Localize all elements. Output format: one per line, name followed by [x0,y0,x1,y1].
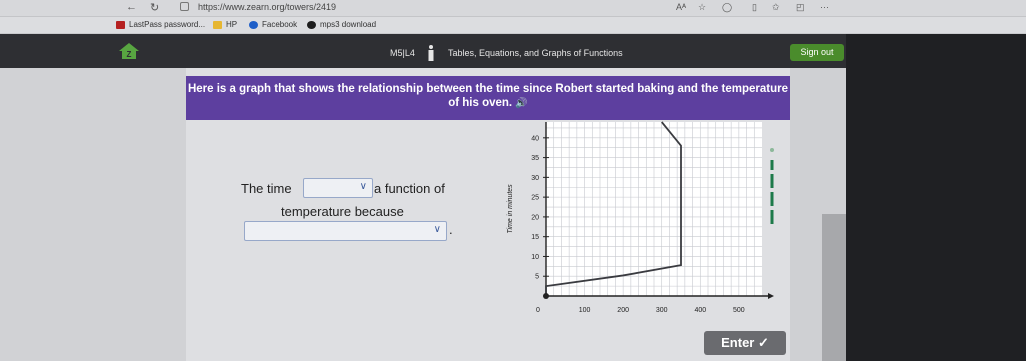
y-tick-label: 20 [531,214,539,222]
bookmark-label: LastPass password... [129,20,206,29]
x-tick-label: 300 [655,307,668,314]
y-tick-label: 40 [531,135,539,143]
left-margin [0,68,186,361]
lesson-title: Tables, Equations, and Graphs of Functions [448,48,623,58]
url-field[interactable]: https://www.zearn.org/towers/2419 [198,2,337,12]
x-tick-label: 500 [733,307,745,314]
bookmark-label: HP [226,20,238,29]
sign-out-button[interactable]: Sign out [790,44,844,61]
y-tick-label: 15 [531,234,539,242]
reason-dropdown[interactable] [244,221,447,241]
chevron-down-icon: ∨ [433,224,441,235]
browser-toolbar [0,0,1026,17]
origin-point [543,293,549,299]
y-tick-label: 25 [531,194,539,202]
facebook-icon [249,21,258,29]
home-icon[interactable] [118,42,140,60]
question-period: . [449,222,453,237]
back-icon[interactable]: ← [126,1,137,13]
chevron-down-icon: ∨ [359,181,367,192]
folder-icon [213,21,222,29]
bookmark-label: mps3 download [320,20,377,29]
time-temperature-graph [500,118,790,326]
lock-icon [180,2,189,11]
progress-scroller[interactable] [766,146,778,236]
y-axis-label: Time in minutes [507,184,514,234]
bookmarks-bar [0,17,1026,34]
more-icon[interactable]: ··· [820,2,829,12]
is-isnot-dropdown[interactable] [303,178,373,198]
extension-icon[interactable]: ◯ [722,2,733,12]
x-tick-label: 0 [536,307,540,314]
lesson-code: M5|L4 [390,48,415,58]
split-screen-icon[interactable]: ▯ [752,2,757,12]
collections-icon[interactable]: ◰ [796,2,805,12]
prompt-label: Here is a graph that shows the relationship between the time since Robert started baking and the temperature of his oven. [187,83,789,109]
right-margin [846,34,1026,361]
bookmark-lastpass[interactable] [116,20,205,29]
prompt-text [186,82,790,111]
question-text-1: The time [241,181,292,196]
favorite-icon[interactable]: ☆ [698,2,707,12]
person-icon [427,44,435,62]
bookmark-label: Facebook [262,20,298,29]
download-site-icon [307,21,316,29]
x-axis-arrow [768,293,774,299]
lastpass-icon [116,21,125,29]
bookmark-mps3[interactable] [307,20,376,29]
question-text-2: a function of [374,181,445,196]
speaker-icon[interactable]: 🔊 [515,98,528,109]
enter-button[interactable]: Enter ✓ [704,331,786,355]
read-aloud-icon[interactable]: Aᴬ [676,2,687,12]
x-tick-label: 400 [694,307,707,314]
favorites-icon[interactable]: ✩ [772,2,780,12]
svg-text:Z: Z [126,50,132,59]
y-tick-label: 30 [531,174,539,182]
bookmark-hp[interactable] [213,20,237,29]
y-tick-label: 5 [535,273,539,281]
bookmark-facebook[interactable] [249,20,297,29]
y-tick-label: 35 [531,155,539,163]
x-tick-label: 100 [578,307,591,314]
refresh-icon[interactable]: ↻ [150,2,160,14]
question-text-3: temperature because [281,204,404,219]
x-tick-label: 200 [617,307,629,314]
y-tick-label: 10 [531,253,539,261]
